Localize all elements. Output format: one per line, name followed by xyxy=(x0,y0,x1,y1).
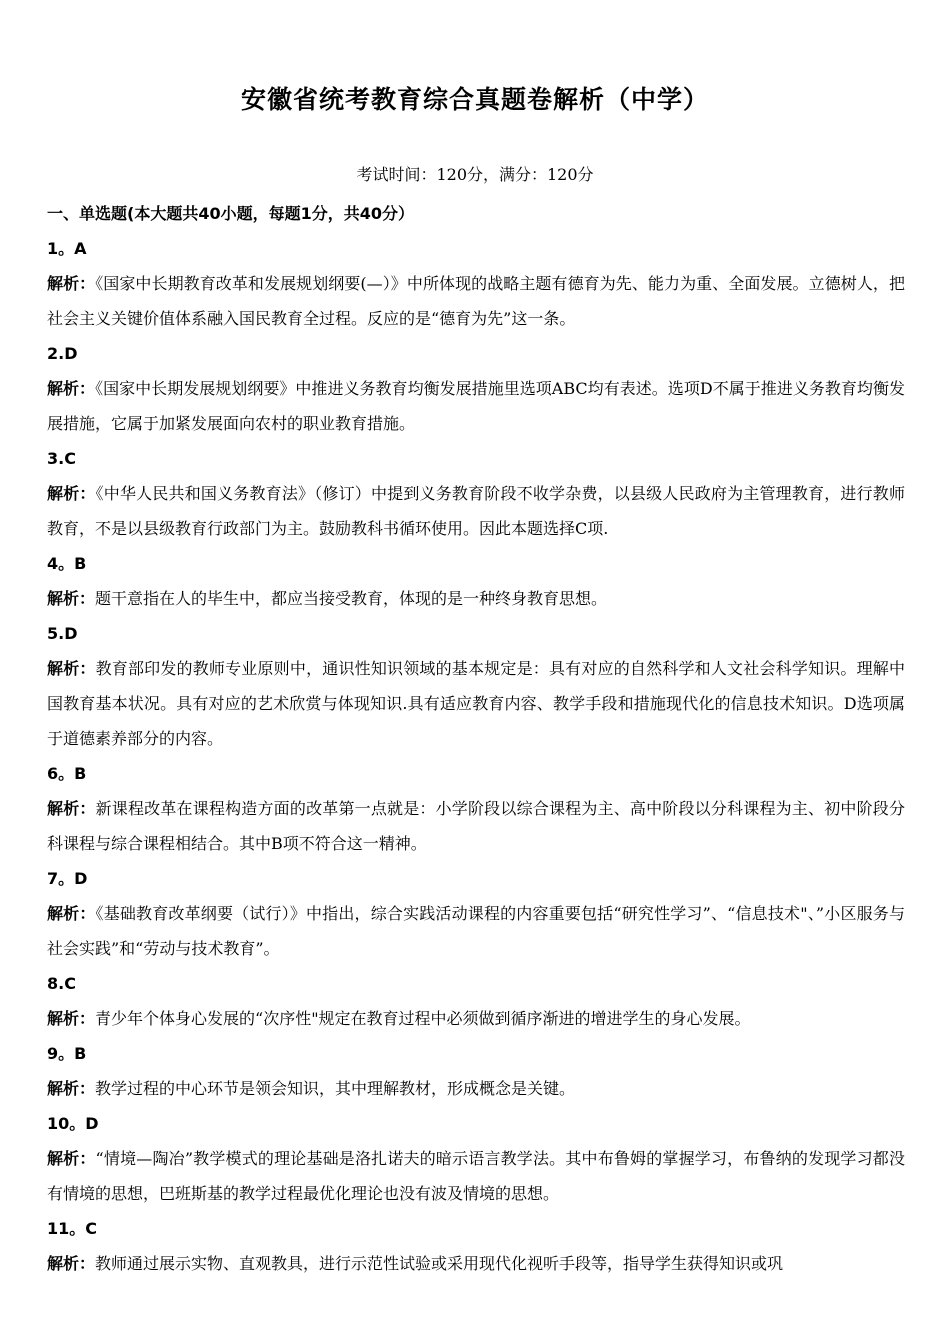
explanation-2 xyxy=(47,371,905,441)
answer-8: 8.C xyxy=(47,974,76,993)
document-body xyxy=(47,196,905,1281)
explanation-4 xyxy=(47,581,905,616)
explanation-label: 解析： xyxy=(47,799,96,818)
explanation-text: 题干意指在人的毕生中，都应当接受教育，体现的是一种终身教育思想。 xyxy=(95,589,608,608)
explanation-label: 解析： xyxy=(47,1009,96,1028)
section-heading: 一、单选题(本大题共40小题，每题1分，共40分） xyxy=(47,204,414,223)
question-3 xyxy=(47,441,905,546)
question-11 xyxy=(47,1211,905,1281)
explanation-text: 新课程改革在课程构造方面的改革第一点就是：小学阶段以综合课程为主、高中阶段以分科课程为主、初中阶段分科课程与综合课程相结合。其中B项不符合这一精神。 xyxy=(47,799,905,853)
explanation-10 xyxy=(47,1141,905,1211)
explanation-11 xyxy=(47,1246,905,1281)
question-8 xyxy=(47,966,905,1036)
explanation-text: 《中华人民共和国义务教育法》（修订）中提到义务教育阶段不收学杂费，以县级人民政府为主管理教育，进行教师教育，不是以县级教育行政部门为主。鼓励教科书循环使用。因此本题选择C项. xyxy=(47,484,905,538)
explanation-label: 解析： xyxy=(47,379,96,398)
question-6 xyxy=(47,756,905,861)
answer-7: 7。D xyxy=(47,869,88,888)
question-4 xyxy=(47,546,905,616)
exam-info: 考试时间：120分，满分：120分 xyxy=(356,165,594,184)
answer-10: 10。D xyxy=(47,1114,99,1133)
answer-6: 6。B xyxy=(47,764,87,783)
explanation-label: 解析： xyxy=(47,589,96,608)
question-9 xyxy=(47,1036,905,1106)
explanation-label: 解析： xyxy=(47,904,96,923)
explanation-text: 教师通过展示实物、直观教具，进行示范性试验或采用现代化视听手段等，指导学生获得知识或巩 xyxy=(95,1254,784,1273)
answer-3: 3.C xyxy=(47,449,76,468)
question-1 xyxy=(47,231,905,336)
answer-2: 2.D xyxy=(47,344,78,363)
explanation-label: 解析： xyxy=(47,484,96,503)
explanation-label: 解析： xyxy=(47,274,96,293)
explanation-label: 解析： xyxy=(47,659,96,678)
explanation-8 xyxy=(47,1001,905,1036)
answer-11: 11。C xyxy=(47,1219,98,1238)
explanation-7 xyxy=(47,896,905,966)
question-7 xyxy=(47,861,905,966)
explanation-text: 《国家中长期发展规划纲要》中推进义务教育均衡发展措施里选项ABC均有表述。选项D不属于推进义务教育均衡发展措施，它属于加紧发展面向农村的职业教育措施。 xyxy=(47,379,905,433)
question-2 xyxy=(47,336,905,441)
question-10 xyxy=(47,1106,905,1211)
answer-9: 9。B xyxy=(47,1044,87,1063)
explanation-label: 解析： xyxy=(47,1254,96,1273)
explanation-1 xyxy=(47,266,905,336)
question-5 xyxy=(47,616,905,756)
document-title: 安徽省统考教育综合真题卷解析（中学） xyxy=(240,85,709,114)
explanation-text: 《国家中长期教育改革和发展规划纲要(—）》中所体现的战略主题有德育为先、能力为重、全面发展。立德树人，把社会主义关键价值体系融入国民教育全过程。反应的是“德育为先”这一条。 xyxy=(47,274,905,328)
explanation-text: 青少年个体身心发展的“次序性"规定在教育过程中必须做到循序渐进的增进学生的身心发展。 xyxy=(95,1009,751,1028)
explanation-label: 解析： xyxy=(47,1079,96,1098)
explanation-3 xyxy=(47,476,905,546)
explanation-6 xyxy=(47,791,905,861)
answer-5: 5.D xyxy=(47,624,78,643)
explanation-text: 《基础教育改革纲要（试行）》中指出，综合实践活动课程的内容重要包括“研究性学习”、“信息技术"、”小区服务与社会实践”和“劳动与技术教育”。 xyxy=(47,904,905,958)
explanation-5 xyxy=(47,651,905,756)
answer-1: 1。A xyxy=(47,239,87,258)
explanation-label: 解析： xyxy=(47,1149,96,1168)
explanation-text: “情境—陶冶”教学模式的理论基础是洛扎诺夫的暗示语言教学法。其中布鲁姆的掌握学习，布鲁纳的发现学习都没有情境的思想，巴班斯基的教学过程最优化理论也没有波及情境的思想。 xyxy=(47,1149,905,1203)
explanation-text: 教学过程的中心环节是领会知识，其中理解教材，形成概念是关键。 xyxy=(95,1079,576,1098)
explanation-9 xyxy=(47,1071,905,1106)
explanation-text: 教育部印发的教师专业原则中，通识性知识领域的基本规定是：具有对应的自然科学和人文社会科学知识。理解中国教育基本状况。具有对应的艺术欣赏与体现知识.具有适应教育内容、教学手段和措施现代化的信息技术知识。D选项属于道德素养部分的内容。 xyxy=(47,659,905,748)
answer-4: 4。B xyxy=(47,554,87,573)
